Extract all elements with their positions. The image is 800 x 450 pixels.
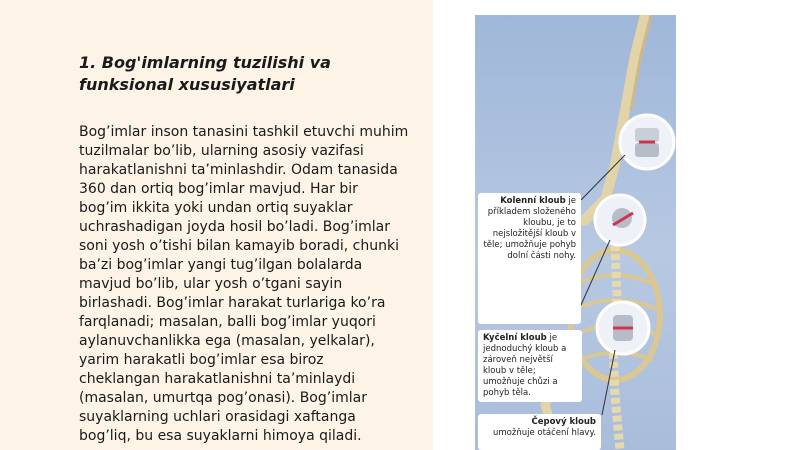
- knee-joint-text: je příkladem složeného kloubu, je to nejsložitější kloub v těle; umožňuje pohyb dolní části nohy.: [483, 196, 576, 261]
- pivot-joint-callout: [478, 414, 601, 450]
- body-paragraph: Bog’imlar inson tanasini tashkil etuvchi muhim tuzilmalar bo’lib, ularning asosiy vazifasi harakatlanishni ta’minlashdir. Odam tanasida 360 dan ortiq bog’imlar mavjud. Har bir bog’im ikkita yoki undan ortiq suyaklar uchrashadigan joyda hosil bo’ladi. Bog’imlar soni yosh o’tishi bilan kamayib boradi, chunki ba’zi bog’imlar yangi tug’ilgan bolalarda mavjud bo’lib, ular yosh o’tgani sayin birlashadi. Bog’imlar harakat turlariga ko’ra farqlanadi; masalan, balli bog’imlar yuqori aylanuvchanlikka ega (masalan, yelkalar), yarim harakatli bog’imlar esa biroz cheklangan harakatlanishni ta’minlaydi (masalan, umurtqa pog’onasi). Bog’imlar suyaklarning uchlari orasidagi xaftanga bog’liq, bu esa suyaklarni himoya qiladi.: [79, 124, 409, 444]
- hip-joint-zoom: [595, 195, 645, 245]
- knee-joint-title: Kolenní kloub: [500, 196, 566, 206]
- hip-joint-title: Kyčelní kloub: [483, 333, 547, 343]
- pivot-joint-title: Čepový kloub: [531, 417, 596, 427]
- pivot-joint-text: umožňuje otáčení hlavy.: [492, 428, 596, 438]
- hip-joint-text: je jednoduchý kloub a zároveň největší kloub v těle; umožňuje chůzi a pohyb těla.: [483, 333, 567, 398]
- knee-joint-callout: [478, 193, 581, 324]
- knee-joint-zoom: [620, 115, 674, 169]
- hip-joint-callout: [478, 330, 582, 402]
- section-heading: 1. Bog'imlarning tuzilishi va funksional xususiyatlari: [79, 53, 331, 94]
- pivot-joint-zoom: [597, 302, 649, 354]
